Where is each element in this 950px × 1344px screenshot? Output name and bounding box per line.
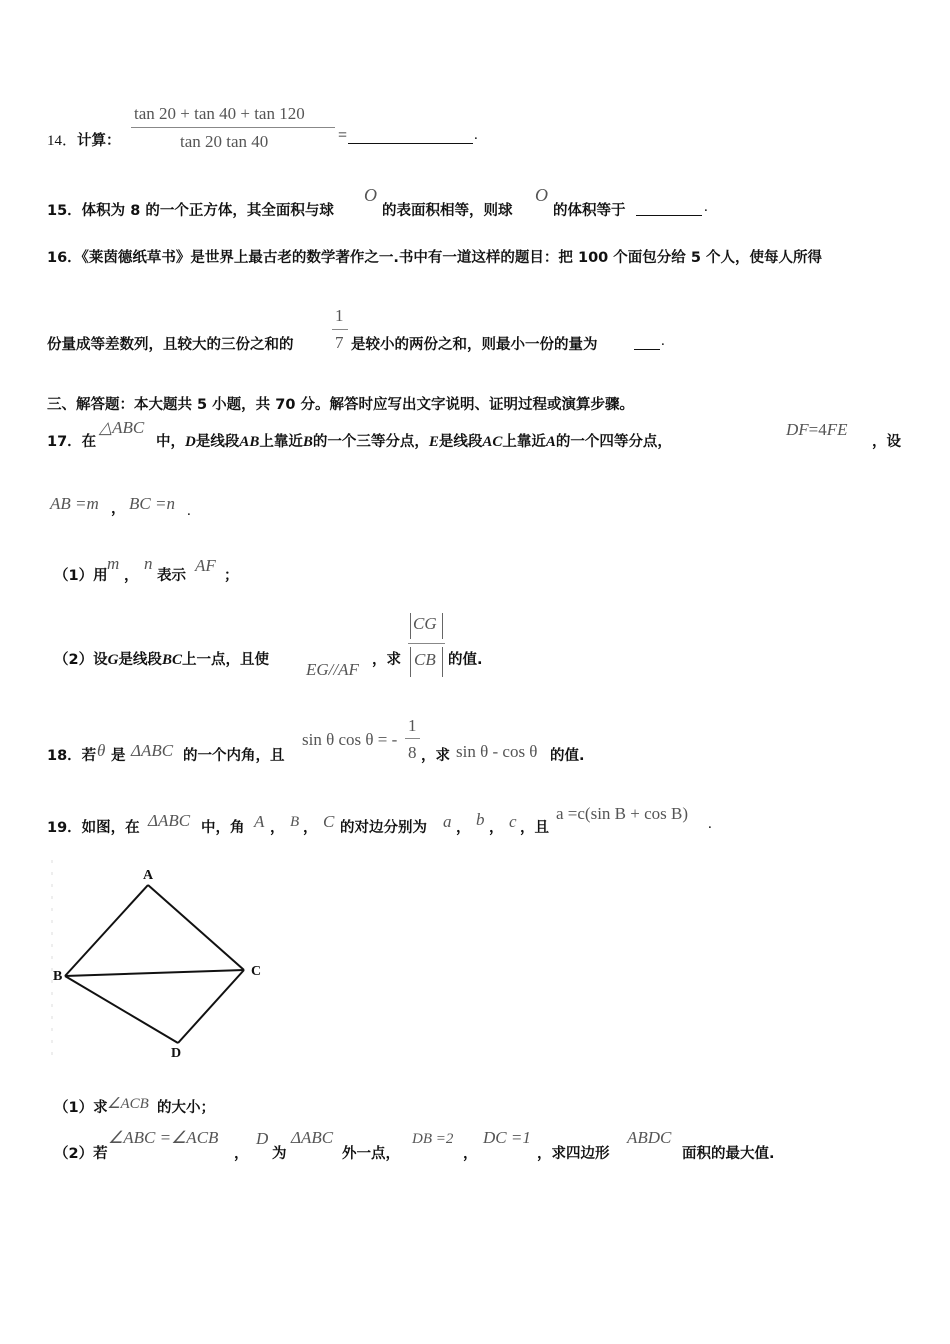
q15-text-2: 的表面积相等，则球 [382,203,513,219]
q14-fraction-bar [131,127,335,128]
q19-sep-4: ， [489,820,504,836]
q14-numerator: tan 20 + tan 40 + tan 120 [134,104,305,123]
q18-sincos: sin θ cos θ = - [302,730,398,749]
edge-bc [65,970,244,976]
figure-label-a: A [143,868,154,883]
q17-text-b: ，设 [872,434,901,450]
q19-sep-1: ， [270,820,285,836]
q18-text-c: ，求 [421,748,450,764]
q15-text-1: 15．体积为 8 的一个正方体，其全面积与球 [47,203,334,219]
q17-sub1-text: 表示 [157,568,186,584]
q19-angle-c: C [323,812,335,831]
q19-sub2-sep-1: ， [234,1146,249,1162]
q17-sub1-af: AF [195,556,216,575]
q18-expr: sin θ - cos θ [456,742,538,761]
q17-sub2-cg: CG [413,614,437,633]
edge-ab [65,885,148,976]
q16-answer-blank[interactable] [634,334,660,350]
q16-line-1: 16．《莱茵德纸草书》是世界上最古老的数学著作之一.书中有一道这样的题目：把 100 个面包分给 5 个人，使每人所得 [47,250,822,266]
q16-text-2: 是较小的两份之和，则最小一份的量为 [351,337,598,353]
q15-period: . [704,199,708,215]
q14-denominator: tan 20 tan 40 [180,132,269,151]
q18-frac-denominator: 8 [408,743,417,762]
q18-text-a: 是 [111,748,126,764]
q17-comma: ， [111,501,126,517]
q19-sub1-text: 的大小； [157,1100,215,1116]
edge-dc [178,970,244,1043]
q19-formula: a =c(sin B + cos B) [556,804,689,823]
q17-df-eq-fe: DF=4FE [786,420,848,439]
q17-abs-bar-2 [442,613,443,639]
q19-angle-a: A [254,812,265,831]
q19-sub2-dc: DC =1 [483,1128,531,1147]
q17-triangle: △ABC [99,418,145,437]
q18-triangle: ΔABC [131,741,174,760]
q18-text-d: 的值. [550,748,585,764]
edge-ac [148,885,244,970]
q16-frac-numerator: 1 [335,306,344,325]
figure-label-d: D [171,1046,182,1061]
q17-sub2-tail: 的值. [448,652,483,668]
q17-sub2-eg-parallel-af: EG//AF [306,660,359,679]
q17-dot: . [187,503,191,519]
q17-sub1-n: n [144,554,153,573]
edge-bd [65,976,178,1043]
q17-abs-bar-3 [410,647,411,677]
q16-fraction-bar [332,329,348,330]
q19-sub2-db: DB =2 [412,1131,454,1147]
q15-sphere-o-2: O [535,185,548,205]
q14-answer-blank[interactable] [348,128,473,144]
q19-side-a: a [443,812,452,831]
q17-abs-bar-1 [410,613,411,639]
q14-label: 14．计算： [47,133,121,149]
q17-sub2-fraction-bar [408,643,445,644]
q15-sphere-o-1: O [364,185,377,205]
q17-sub2-label: （2）设G是线段BC上一点，且使 [54,652,269,668]
q17-ab-eq-m: AB =m [50,494,99,513]
q19-sub2-text-c: ，求四边形 [537,1146,610,1162]
figure-label-c: C [251,964,262,979]
q17-sub2-ask: ，求 [372,652,401,668]
q19-sub2-d: D [256,1129,269,1148]
q19-sub2-text-b: 外一点， [342,1146,400,1162]
q19-sub1-angle: ∠ACB [107,1096,149,1112]
q15-answer-blank[interactable] [636,200,702,216]
q17-sub1-m: m [107,554,120,573]
q17-sub2-cb: CB [414,650,436,669]
q17-bc-eq-n: BC =n [129,494,175,513]
q19-sep-2: ， [303,820,318,836]
q19-dot: . [708,816,712,832]
q17-abs-bar-4 [442,647,443,677]
q17-sub1-semi: ； [224,568,239,584]
q19-intro: 19．如图，在 [47,820,140,836]
q19-sub2-quad: ABDC [627,1128,672,1147]
q19-text-a: 中，角 [201,820,245,836]
q18-fraction-bar [405,738,420,739]
q19-sep-3: ， [456,820,471,836]
q17-sub1-label: （1）用 [54,568,108,584]
figure-label-b: B [53,969,63,984]
q19-side-b: b [476,810,485,829]
q19-text-c: ，且 [520,820,549,836]
q18-intro: 18．若 [47,748,97,764]
q19-sub2-angles-eq: ∠ABC =∠ACB [108,1128,219,1147]
q19-sub2-sep-2: ， [463,1146,478,1162]
q14-period: . [474,127,478,143]
q19-side-c: c [509,812,517,831]
q19-text-b: 的对边分别为 [340,820,427,836]
q19-sub2-label: （2）若 [54,1146,108,1162]
q18-frac-numerator: 1 [408,716,417,735]
q18-theta: θ [97,741,106,760]
q16-period: . [661,333,665,349]
q19-angle-b: B [290,814,300,830]
q19-sub2-text-d: 面积的最大值. [682,1146,775,1162]
q18-text-b: 的一个内角，且 [183,748,285,764]
q19-triangle: ΔABC [148,811,191,830]
q16-text-1: 份量成等差数列，且较大的三份之和的 [47,337,294,353]
q14-equals: = [338,127,348,144]
q15-text-3: 的体积等于 [553,203,626,219]
q16-frac-denominator: 7 [335,333,344,352]
q19-sub2-text-a: 为 [272,1146,287,1162]
q17-text-a: 中，D是线段AB上靠近B的一个三等分点，E是线段AC上靠近A的一个四等分点， [156,434,672,450]
q17-sub1-sep: ， [124,568,139,584]
section-3-heading: 三、解答题：本大题共 5 小题，共 70 分。解答时应写出文字说明、证明过程或演算步骤。 [47,397,634,413]
q19-sub1-label: （1）求 [54,1100,108,1116]
q19-sub2-triangle: ΔABC [291,1128,334,1147]
q17-intro: 17．在 [47,434,97,450]
